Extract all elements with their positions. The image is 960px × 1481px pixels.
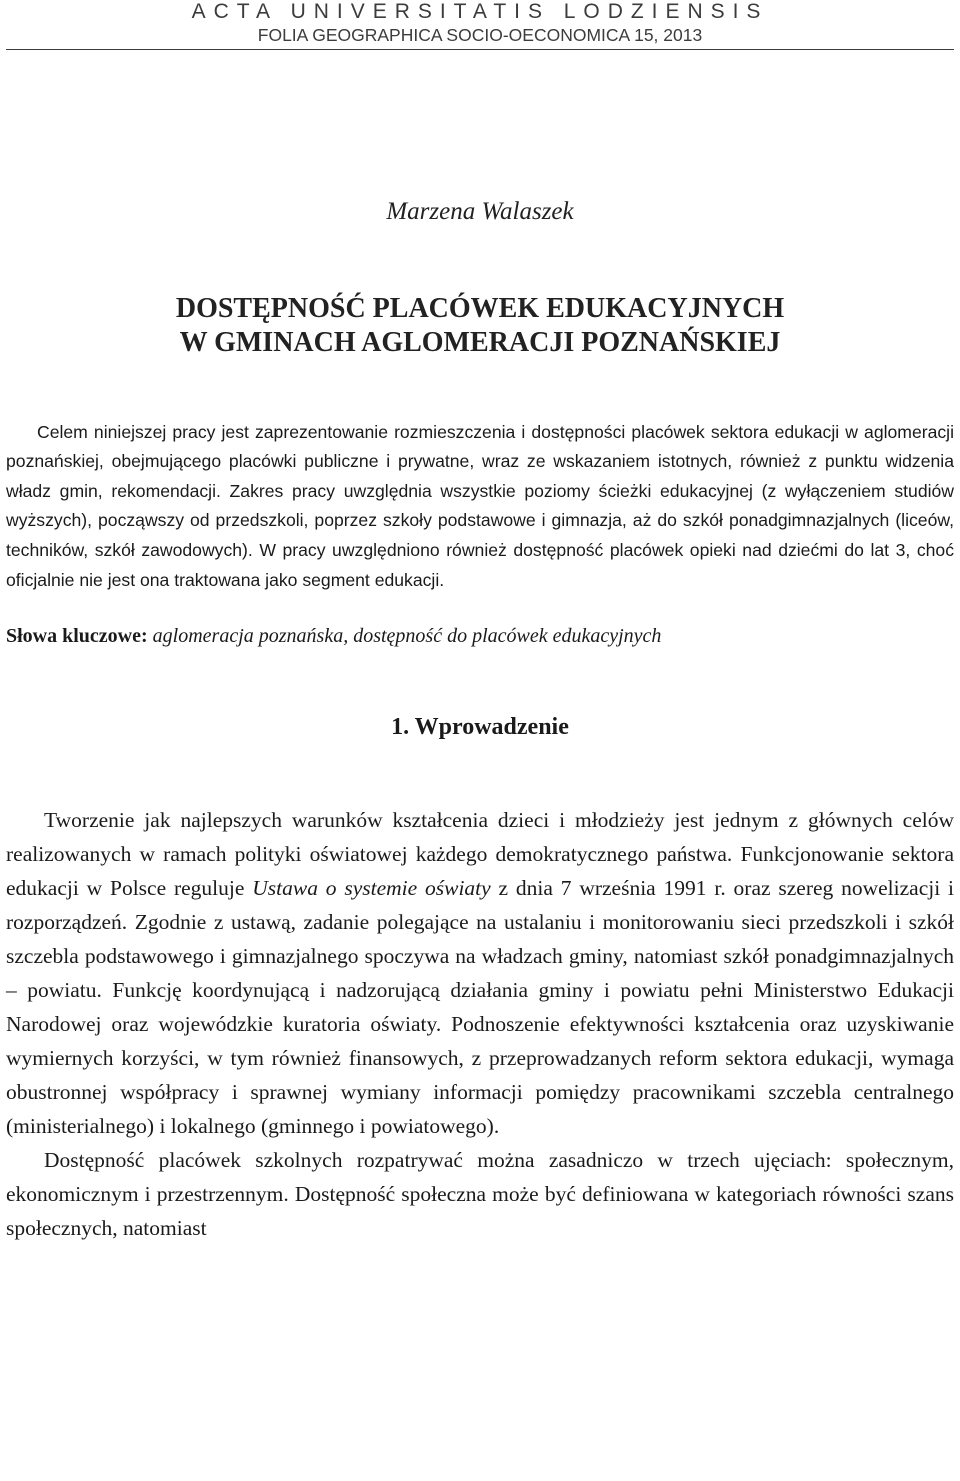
journal-name: ACTA UNIVERSITATIS LODZIENSIS <box>191 0 769 23</box>
section-heading: 1. Wprowadzenie <box>391 714 569 741</box>
header-rule <box>6 49 954 50</box>
author-name: Marzena Walaszek <box>386 198 574 226</box>
journal-header <box>6 0 954 44</box>
journal-series: FOLIA GEOGRAPHICA SOCIO-OECONOMICA 15, 2013 <box>257 25 703 46</box>
act-title: Ustawa o systemie oświaty <box>252 876 491 901</box>
abstract: Celem niniejszej pracy jest zaprezentowanie rozmieszczenia i dostępności placówek sektora edukacji w aglomeracji poznańskiej, obejmującego placówki publiczne i prywatne, wraz ze wskazaniem istotnych, również z punktu widzenia władz gmin, rekomendacji. Zakres pracy uwzględnia wszystkie poziomy ścieżki edukacyjnej (z wyłączeniem studiów wyższych), począwszy od przedszkoli, poprzez szkoły podstawowe i gimnazja, aż do szkół ponadgimnazjalnych (liceów, techników, szkół zawodowych). W pracy uwzględniono również dostępność placówek opieki nad dziećmi do lat 3, choć oficjalnie nie jest ona traktowana jako segment edukacji. <box>6 421 954 590</box>
keywords <box>6 625 954 648</box>
paragraph-2: Dostępność placówek szkolnych rozpatrywać można zasadniczo w trzech ujęciach: społecznym, ekonomicznym i przestrzennym. Dostępność społeczna może być definiowana w kategoriach równości szans społecznych, natomiast <box>6 1148 954 1241</box>
keywords-label: Słowa kluczowe: <box>6 625 148 648</box>
keywords-values: aglomeracja poznańska, dostępność do placówek edukacyjnych <box>152 625 662 648</box>
title-line-1: DOSTĘPNOŚĆ PLACÓWEK EDUKACYJNYCH <box>175 293 785 325</box>
section-body <box>6 803 954 1245</box>
paragraph-1 <box>6 803 954 1143</box>
paragraph-1-part-1: Tworzenie jak najlepszych warunków kształcenia dzieci i młodzieży jest jednym z głównych celów realizowanych w ramach polityki oświatowej każdego demokratycznego państwa. Funkcjonowanie sektora edukacji w Polsce reguluje <box>6 808 954 901</box>
article-title <box>6 292 954 359</box>
title-line-2: W GMINACH AGLOMERACJI POZNAŃSKIEJ <box>179 327 781 359</box>
paragraph-1-part-2: z dnia 7 września 1991 r. oraz szereg nowelizacji i rozporządzeń. Zgodnie z ustawą, zadanie polegające na ustalaniu i monitorowaniu sieci przedszkoli i szkół szczebla podstawowego i gimnazjalnego spoczywa na władzach gminy, natomiast szkół ponadgimnazjalnych – powiatu. Funkcję koordynującą i nadzorującą działania gminy i powiatu pełni Ministerstwo Edukacji Narodowej oraz wojewódzkie kuratoria oświaty. Podnoszenie efektywności kształcenia oraz uzyskiwanie wymiernych korzyści, w tym również finansowych, z przeprowadzanych reform sektora edukacji, wymaga obustronnej współpracy i sprawnej wymiany informacji pomiędzy pracownikami szczebla centralnego (ministerialnego) i lokalnego (gminnego i powiatowego). <box>6 876 954 1139</box>
